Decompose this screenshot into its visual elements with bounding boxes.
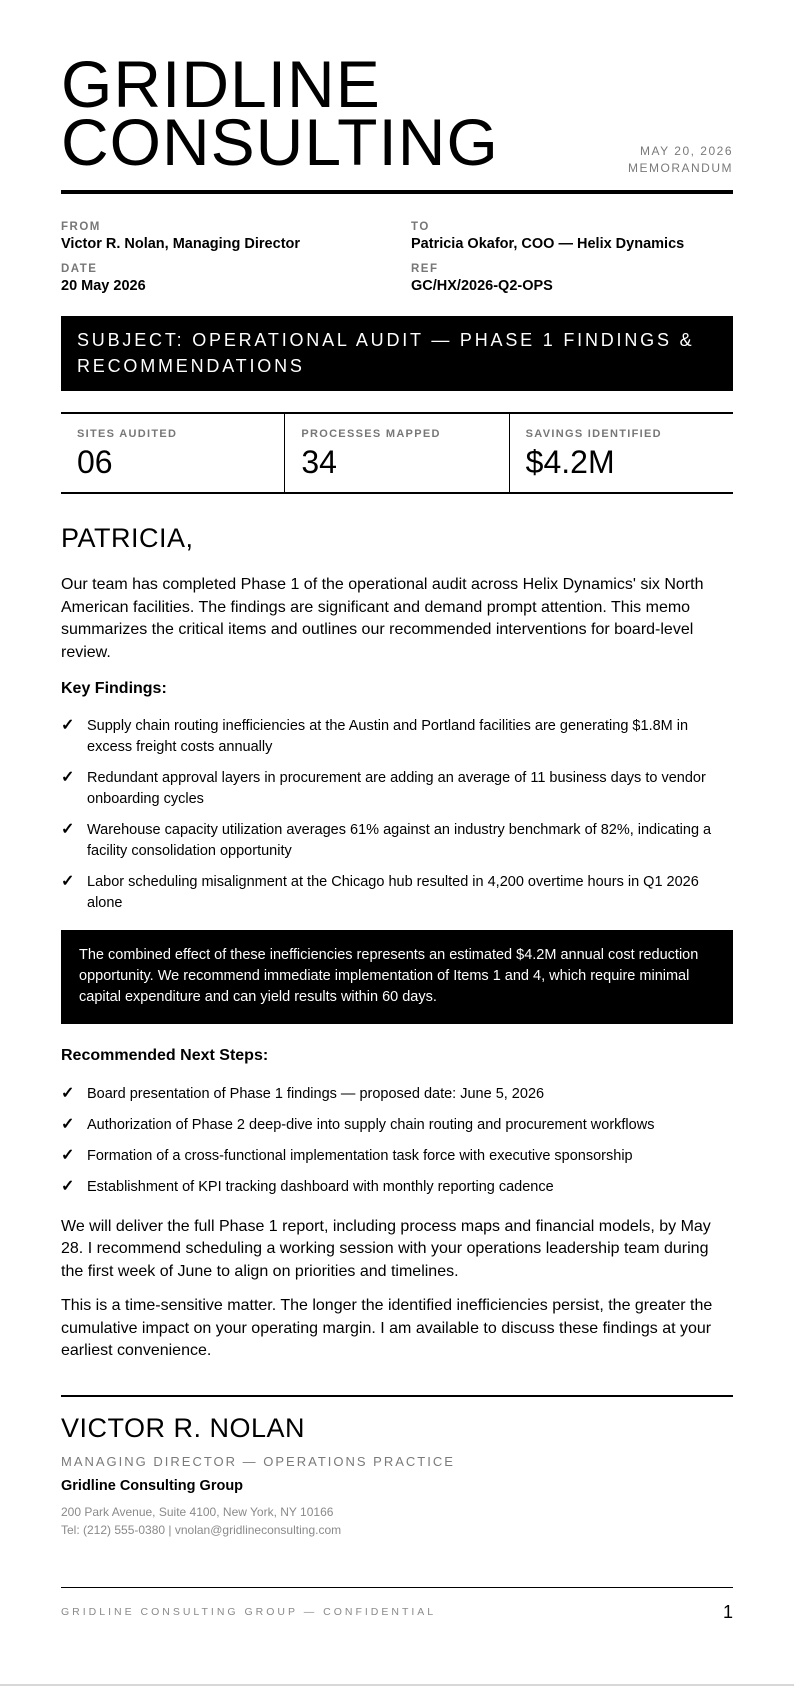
brand-line-2: CONSULTING xyxy=(61,105,499,179)
subject-banner: SUBJECT: OPERATIONAL AUDIT — PHASE 1 FINDINGS & RECOMMENDATIONS xyxy=(61,316,733,391)
date-value: 20 May 2026 xyxy=(61,278,146,294)
stat-processes-mapped xyxy=(285,414,509,492)
stat-value: 34 xyxy=(301,444,337,480)
greeting: PATRICIA, xyxy=(61,523,194,553)
signatory-company: Gridline Consulting Group xyxy=(61,1477,244,1494)
list-item xyxy=(61,872,733,913)
page-number: 1 xyxy=(722,1602,733,1622)
check-icon: ✓ xyxy=(61,821,75,838)
step-text: Formation of a cross-functional implementation task force with executive sponsorship xyxy=(87,1148,633,1164)
findings-list xyxy=(61,716,733,913)
list-item xyxy=(61,820,733,861)
to-label: TO xyxy=(411,221,430,233)
from-value: Victor R. Nolan, Managing Director xyxy=(61,236,301,252)
finding-text: Warehouse capacity utilization averages 61% against an industry benchmark of 82%, indicating a facility consolidation opportunity xyxy=(87,822,712,859)
check-icon: ✓ xyxy=(61,1147,75,1164)
findings-heading: Key Findings: xyxy=(61,680,167,697)
intro-paragraph: Our team has completed Phase 1 of the operational audit across Helix Dynamics' six North American facilities. The findings are significant and demand prompt attention. This memo summarizes the critical items and outlines our recommended interventions for board-level review. xyxy=(61,576,704,661)
signatory-contact xyxy=(61,1503,733,1539)
document-type: MEMORANDUM xyxy=(628,161,733,175)
to-field xyxy=(411,221,733,252)
stat-label: SAVINGS IDENTIFIED xyxy=(525,428,662,440)
page-footer xyxy=(61,1587,733,1628)
list-item xyxy=(61,1084,733,1105)
date-field xyxy=(61,263,411,294)
date-label: DATE xyxy=(61,263,98,275)
check-icon: ✓ xyxy=(61,717,75,734)
list-item xyxy=(61,1146,733,1167)
address-line: 200 Park Avenue, Suite 4100, New York, NY 10166 xyxy=(61,1504,334,1519)
stat-label: PROCESSES MAPPED xyxy=(301,428,441,440)
next-steps-list xyxy=(61,1084,733,1198)
to-value: Patricia Okafor, COO — Helix Dynamics xyxy=(411,236,685,252)
list-item xyxy=(61,716,733,757)
step-text: Board presentation of Phase 1 findings — proposed date: June 5, 2026 xyxy=(87,1086,545,1102)
ref-value: GC/HX/2026-Q2-OPS xyxy=(411,278,553,294)
memo-page xyxy=(61,0,733,1539)
memo-date: MAY 20, 2026 xyxy=(640,144,733,158)
ref-field xyxy=(411,263,733,294)
check-icon: ✓ xyxy=(61,1116,75,1133)
check-icon: ✓ xyxy=(61,1178,75,1195)
stat-savings-identified xyxy=(510,414,733,492)
list-item xyxy=(61,768,733,809)
stats-strip xyxy=(61,412,733,494)
check-icon: ✓ xyxy=(61,1085,75,1102)
confidential-notice: GRIDLINE CONSULTING GROUP — CONFIDENTIAL xyxy=(61,1606,437,1618)
list-item xyxy=(61,1115,733,1136)
signatory-name: VICTOR R. NOLAN xyxy=(61,1412,306,1443)
step-text: Authorization of Phase 2 deep-dive into supply chain routing and procurement workflows xyxy=(87,1117,655,1133)
masthead-meta xyxy=(628,143,733,177)
next-steps-heading: Recommended Next Steps: xyxy=(61,1047,269,1064)
masthead xyxy=(61,0,733,194)
finding-text: Redundant approval layers in procurement are adding an average of 11 business days to vendor onboarding cycles xyxy=(87,770,706,807)
contact-line: Tel: (212) 555-0380 | vnolan@gridlineconsulting.com xyxy=(61,1522,342,1537)
from-label: FROM xyxy=(61,221,101,233)
check-icon: ✓ xyxy=(61,769,75,786)
memo-header-fields xyxy=(61,221,733,294)
brand-line-1: GRIDLINE xyxy=(61,47,381,121)
signature-block xyxy=(61,1395,733,1539)
stat-value: $4.2M xyxy=(525,444,615,480)
list-item xyxy=(61,1177,733,1198)
stat-sites-audited xyxy=(61,414,285,492)
check-icon: ✓ xyxy=(61,873,75,890)
closing-paragraph-1: We will deliver the full Phase 1 report, including process maps and financial models, by May 28. I recommend scheduling a working session with your operations leadership team during the first week of June to align on priorities and timelines. xyxy=(61,1217,711,1280)
stat-value: 06 xyxy=(77,444,113,480)
closing-paragraph-2: This is a time-sensitive matter. The longer the identified inefficiencies persist, the greater the cumulative impact on your operating margin. I am available to discuss these findings at your earliest convenience. xyxy=(61,1297,713,1359)
callout-box: The combined effect of these inefficiencies represents an estimated $4.2M annual cost reduction opportunity. We recommend immediate implementation of Items 1 and 4, which require minimal capital expenditure and can yield results within 60 days. xyxy=(61,930,733,1024)
from-field xyxy=(61,221,411,252)
signatory-title: MANAGING DIRECTOR — OPERATIONS PRACTICE xyxy=(61,1453,455,1469)
step-text: Establishment of KPI tracking dashboard with monthly reporting cadence xyxy=(87,1179,554,1195)
stat-label: SITES AUDITED xyxy=(77,428,178,440)
ref-label: REF xyxy=(411,263,439,275)
finding-text: Labor scheduling misalignment at the Chicago hub resulted in 4,200 overtime hours in Q1 2026 alone xyxy=(87,874,699,911)
finding-text: Supply chain routing inefficiencies at the Austin and Portland facilities are generating $1.8M in excess freight costs annually xyxy=(87,718,689,755)
